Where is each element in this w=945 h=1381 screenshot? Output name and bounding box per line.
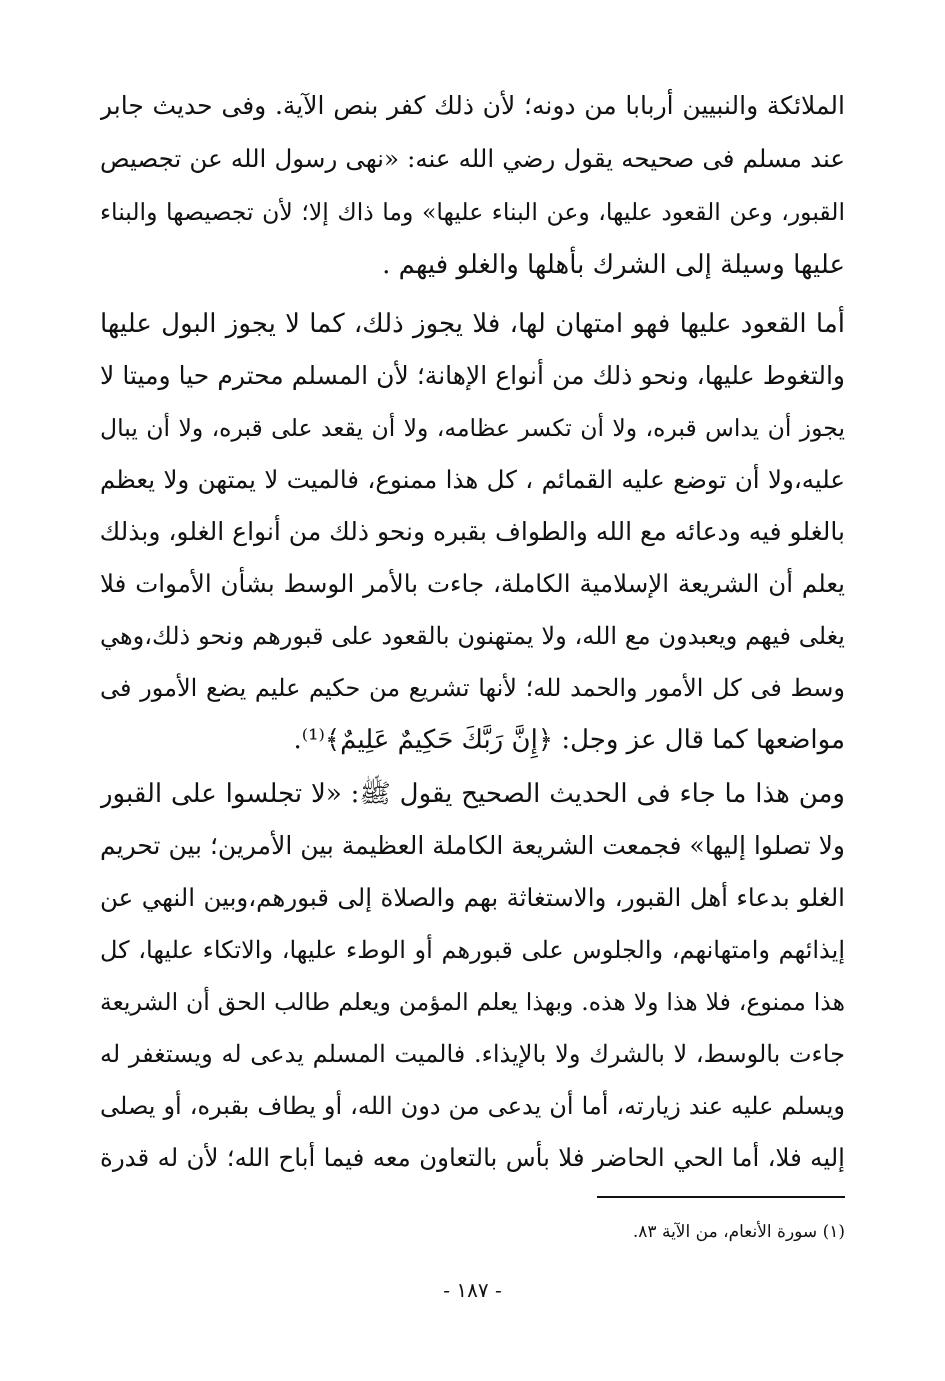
text-line: ويسلم عليه عند زيارته، أما أن يدعى من دون الله، أو يطاف بقبره، أو يصلى: [100, 1092, 845, 1120]
text-line: عليها وسيلة إلى الشرك بأهلها والغلو فيهم .: [382, 250, 845, 280]
text-line: هذا ممنوع، فلا هذا ولا هذه. وبهذا يعلم المؤمن ويعلم طالب الحق أن الشريعة: [100, 988, 845, 1016]
footnote: (١) سورة الأنعام، من الآية ٨٣.: [632, 1222, 845, 1242]
text-line: عليه،ولا أن توضع عليه القمائم ، كل هذا ممنوع، فالميت لا يمتهن ولا يعظم: [100, 465, 845, 494]
text-line: والتغوط عليها، ونحو ذلك من أنواع الإهانة؛ لأن المسلم محترم حيا وميتا لا: [100, 361, 845, 390]
page-number: - ١٨٧ -: [443, 1278, 502, 1302]
text-line: الملائكة والنبيين أربابا من دونه؛ لأن ذلك كفر بنص الآية. وفى حديث جابر: [100, 91, 845, 120]
text-line: جاءت بالوسط، لا بالشرك ولا بالإيذاء. فالميت المسلم يدعى له ويستغفر له: [100, 1040, 845, 1068]
text-line: يغلى فيهم ويعبدون مع الله، ولا يمتهنون بالقعود على قبورهم ونحو ذلك،وهي: [100, 622, 845, 650]
text-line: عند مسلم فى صحيحه يقول رضي الله عنه: «نهى رسول الله عن تجصيص: [100, 144, 845, 173]
text-line: بالغلو فيه ودعائه مع الله والطواف بقبره ونحو ذلك من أنواع الغلو، وبذلك: [100, 517, 845, 546]
text-line: يعلم أن الشريعة الإسلامية الكاملة، جاءت بالأمر الوسط بشأن الأموات فلا: [100, 569, 845, 598]
text-line: يجوز أن يداس قبره، ولا أن تكسر عظامه، ولا أن يقعد على قبره، ولا أن يبال: [100, 414, 845, 442]
text-line: مواضعها كما قال عز وجل: ﴿إِنَّ رَبَّكَ حَكِيمٌ عَلِيمٌ﴾⁽¹⁾.: [293, 725, 845, 755]
text-line: إليه فلا، أما الحي الحاضر فلا بأس بالتعاون معه فيما أباح الله؛ لأن له قدرة: [100, 1143, 845, 1172]
text-line: ولا تصلوا إليها» فجمعت الشريعة الكاملة العظيمة بين الأمرين؛ بين تحريم: [100, 831, 845, 860]
text-line: وسط فى كل الأمور والحمد لله؛ لأنها تشريع من حكيم عليم يضع الأمور فى: [100, 674, 845, 702]
footnote-divider: [597, 1196, 845, 1198]
text-line: إيذائهم وامتهانهم، والجلوس على قبورهم أو الوطء عليها، والاتكاء عليها، كل: [100, 936, 845, 964]
text-line: ومن هذا ما جاء فى الحديث الصحيح يقول ﷺ: «لا تجلسوا على القبور: [100, 779, 845, 809]
text-line: أما القعود عليها فهو امتهان لها، فلا يجوز ذلك، كما لا يجوز البول عليها: [100, 309, 845, 339]
text-line: الغلو بدعاء أهل القبور، والاستغاثة بهم والصلاة إلى قبورهم،وبين النهي عن: [100, 883, 845, 912]
text-line: القبور، وعن القعود عليها، وعن البناء عليها» وما ذاك إلا؛ لأن تجصيصها والبناء: [100, 198, 845, 226]
